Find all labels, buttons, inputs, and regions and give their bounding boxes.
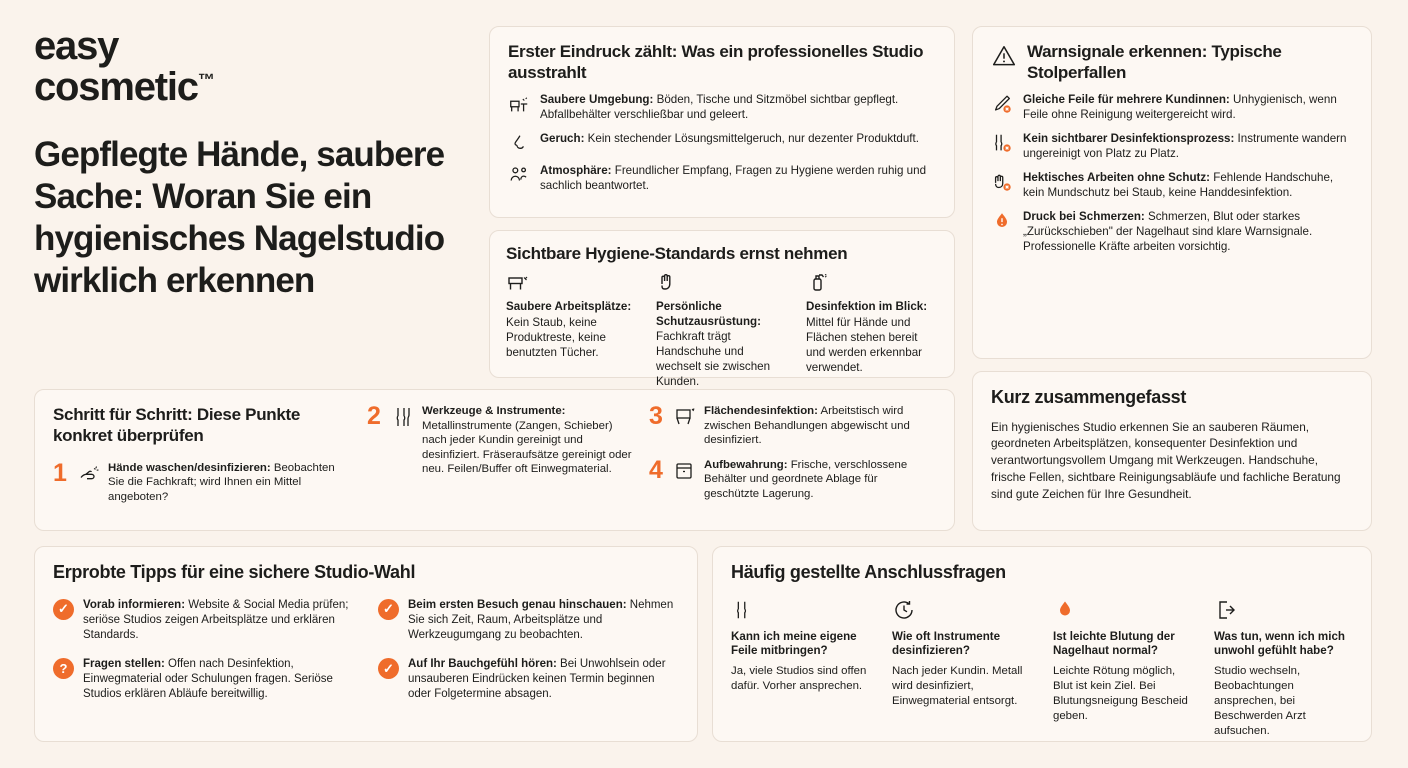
brand-and-headline <box>34 26 474 325</box>
standard-column <box>506 270 638 389</box>
list-item-label: Geruch: <box>540 131 585 145</box>
faq-item <box>1053 598 1192 740</box>
list-item-label: Gleiche Feile für mehrere Kundinnen: <box>1023 92 1230 106</box>
clock-icon <box>892 598 1031 624</box>
glove-error-icon <box>991 171 1013 193</box>
faq-answer: Nach jeder Kundin. Metall wird desinfiziert, Einwegmaterial entsorgt. <box>892 665 1023 708</box>
step-number: 1 <box>53 458 67 487</box>
tips-column-left <box>53 598 354 717</box>
card-title-summary: Kurz zusammengefasst <box>991 387 1187 407</box>
steps-left-column <box>53 404 353 514</box>
list-item-text: Instrumente wandern ungereinigt von Platz zu Platz. <box>1023 131 1347 160</box>
surface-wipe-icon <box>673 405 697 434</box>
steps-right-column <box>649 404 917 514</box>
step-item <box>649 404 917 448</box>
list-item-label: Saubere Umgebung: <box>540 92 654 106</box>
list-item-text: Freundlicher Empfang, Fragen zu Hygiene werden ruhig und sachlich beantwortet. <box>540 163 927 192</box>
step-text: Arbeitstisch wird zwischen Behandlungen abgewischt und desinfiziert. <box>704 405 910 447</box>
card-steps <box>34 389 955 531</box>
brand-line-2: cosmetic™ <box>34 64 215 109</box>
standard-column <box>806 270 938 389</box>
faq-item <box>892 598 1031 740</box>
washing-hands-icon <box>77 462 101 491</box>
list-item-text: Schmerzen, Blut oder starkes „Zurückschieben" der Nagelhaut sind klare Warnsignale. Professionelle Kräfte arbeiten vorsichtig. <box>1023 209 1313 253</box>
list-item-text: Kein stechender Lösungsmittelgeruch, nur dezenter Produktduft. <box>584 131 919 145</box>
list-item <box>991 209 1353 254</box>
list-item <box>991 92 1353 122</box>
step-text: Frische, verschlossene Behälter und geordnete Ablage für geschützte Lagerung. <box>704 458 908 500</box>
faq-question: Kann ich meine eigene Feile mitbringen? <box>731 629 857 658</box>
nail-file-error-icon <box>991 93 1013 115</box>
storage-box-icon <box>673 459 697 488</box>
alert-drop-icon <box>991 210 1013 232</box>
list-item <box>508 163 936 193</box>
tip-label: Vorab informieren: <box>83 598 186 611</box>
tip-text: Website & Social Media prüfen; seriöse Studios zeigen Arbeitsplätze und erklären Standards. <box>83 598 349 641</box>
standard-text: Fachkraft trägt Handschuhe und wechselt sie zwischen Kunden. <box>656 330 771 389</box>
card-title-tips: Erprobte Tipps für eine sichere Studio-Wahl <box>53 562 416 582</box>
standard-title: Desinfektion im Blick: <box>806 300 928 314</box>
list-item-label: Druck bei Schmerzen: <box>1023 209 1145 223</box>
step-number: 3 <box>649 402 663 430</box>
step-text: Beobachten Sie die Fachkraft; wird Ihnen ein Mittel angeboten? <box>108 461 335 503</box>
warning-triangle-icon <box>991 43 1017 69</box>
tip-text: Bei Unwohlsein oder unsauberen Eindrücken keinen Termin beginnen oder Folgetermine absagen. <box>408 658 666 701</box>
step-label: Flächendesinfektion: <box>704 405 818 417</box>
glove-icon <box>656 270 788 296</box>
card-visible-standards <box>489 230 955 389</box>
list-item <box>991 131 1353 161</box>
list-item-label: Hektisches Arbeiten ohne Schutz: <box>1023 170 1211 184</box>
tip-text: Nehmen Sie sich Zeit, Raum, Arbeitsplätze und Werkzeugumgang zu beobachten. <box>408 598 674 641</box>
list-item <box>508 131 936 154</box>
exit-door-icon <box>1214 598 1353 624</box>
list-item-label: Kein sichtbarer Desinfektionsprozess: <box>1023 131 1235 145</box>
tools-error-icon <box>991 132 1013 154</box>
trademark-symbol: ™ <box>197 70 215 90</box>
card-summary <box>972 371 1372 531</box>
tip-item <box>378 657 679 703</box>
page-title: Gepflegte Hände, saubere Sache: Woran Sie ein hygienisches Nagelstudio wirklich erkennen <box>34 134 445 300</box>
check-badge-icon: ✓ <box>378 599 399 620</box>
step-label: Aufbewahrung: <box>704 458 788 471</box>
step-item <box>53 458 353 505</box>
faq-question: Was tun, wenn ich mich unwohl gefühlt habe? <box>1214 629 1345 658</box>
step-number: 2 <box>367 402 381 430</box>
tips-column-right <box>378 598 679 717</box>
standard-column <box>656 270 788 389</box>
brand-line-1: easy <box>34 24 119 68</box>
faq-question: Ist leichte Blutung der Nagelhaut normal? <box>1053 629 1175 658</box>
blood-drop-icon <box>1053 598 1192 624</box>
clean-table-icon <box>506 270 638 296</box>
card-faq <box>712 546 1372 742</box>
workbench-icon <box>508 93 530 115</box>
card-title-warnings: Warnsignale erkennen: Typische Stolperfallen <box>991 41 1353 84</box>
card-title-faq: Häufig gestellte Anschlussfragen <box>731 562 1006 582</box>
instruments-icon <box>391 405 415 434</box>
list-item-text: Böden, Tische und Sitzmöbel sichtbar gepflegt. Abfallbehälter verschließbar und geleert. <box>540 92 899 121</box>
file-tools-icon <box>731 598 870 624</box>
tip-item <box>378 598 679 644</box>
check-badge-icon: ✓ <box>53 599 74 620</box>
tip-label: Auf Ihr Bauchgefühl hören: <box>408 658 557 671</box>
list-item <box>508 92 936 122</box>
card-title-steps: Schritt für Schritt: Diese Punkte konkret überprüfen <box>53 405 301 446</box>
step-number: 4 <box>649 455 663 484</box>
people-talk-icon <box>508 164 530 186</box>
spray-bottle-icon <box>806 270 938 296</box>
tip-item <box>53 598 354 644</box>
check-badge-icon: ✓ <box>378 658 399 679</box>
list-item <box>991 170 1353 200</box>
step-label: Hände waschen/desinfizieren: <box>108 461 271 474</box>
steps-middle-column <box>367 404 635 514</box>
list-item-text: Unhygienisch, wenn Feile ohne Reinigung weitergereicht wird. <box>1023 92 1337 121</box>
faq-question: Wie oft Instrumente desinfizieren? <box>892 629 1001 658</box>
card-warnings <box>972 26 1372 359</box>
card-title-visible-standards: Sichtbare Hygiene-Standards ernst nehmen <box>506 244 848 263</box>
faq-answer: Ja, viele Studios sind offen dafür. Vorher ansprechen. <box>731 665 867 693</box>
card-title-first-impression: Erster Eindruck zählt: Was ein professionelles Studio ausstrahlt <box>508 42 924 83</box>
step-item <box>367 404 635 477</box>
card-first-impression <box>489 26 955 218</box>
question-badge-icon: ? <box>53 658 74 679</box>
tip-label: Fragen stellen: <box>83 658 165 671</box>
brand-logo <box>34 26 474 108</box>
card-tips <box>34 546 698 742</box>
step-label: Werkzeuge & Instrumente: <box>422 405 566 417</box>
list-item-label: Atmosphäre: <box>540 163 612 177</box>
step-item <box>649 455 917 502</box>
standard-text: Mittel für Hände und Flächen stehen bereit und werden erkennbar verwendet. <box>806 315 923 374</box>
tip-label: Beim ersten Besuch genau hinschauen: <box>408 598 627 611</box>
standard-text: Kein Staub, keine Produktreste, keine benutzten Tücher. <box>506 315 606 359</box>
standard-title: Persönliche Schutzausrüstung: <box>656 300 761 328</box>
standard-title: Saubere Arbeitsplätze: <box>506 300 632 314</box>
step-text: Metallinstrumente (Zangen, Schieber) nach jeder Kundin gereinigt und desinfiziert. Fräseraufsätze gereinigt oder neu. Feilen/Buffer oft Einwegmaterial. <box>422 419 632 476</box>
faq-item <box>731 598 870 740</box>
faq-item <box>1214 598 1353 740</box>
tip-text: Offen nach Desinfektion, Einwegmaterial oder Schulungen fragen. Seriöse Studios erklären Abläufe bereitwillig. <box>83 658 333 701</box>
list-item-text: Fehlende Handschuhe, kein Mundschutz bei Staub, keine Handdesinfektion. <box>1023 170 1334 199</box>
tip-item <box>53 657 354 703</box>
nose-smell-icon <box>508 132 530 154</box>
faq-answer: Leichte Rötung möglich, Blut ist kein Ziel. Bei Blutungsneigung Bescheid geben. <box>1053 665 1188 723</box>
faq-answer: Studio wechseln, Beobachtungen ansprechen, bei Beschwerden Arzt aufsuchen. <box>1214 665 1306 738</box>
summary-text: Ein hygienisches Studio erkennen Sie an sauberen Räumen, geordneten Arbeitsplätzen, konsequenter Desinfektion und verantwortungsvollem Umgang mit Werkzeugen. Handschuhe, frische Fellen, sichtbare Reinigungsabläufe und fachliche Beratung sind gute Zeichen für Ihre Gesundheit. <box>991 419 1341 501</box>
